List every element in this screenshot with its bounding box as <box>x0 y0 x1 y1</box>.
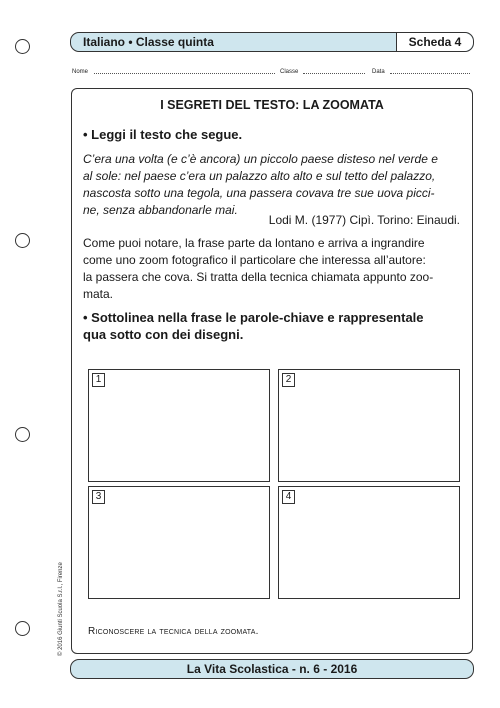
sheet-number: Scheda 4 <box>396 33 473 51</box>
explanation-line: come uno zoom fotografico il particolare che interessa all’autore: <box>83 253 426 267</box>
subject-label: Italiano • Classe quinta <box>83 35 214 49</box>
box-number: 1 <box>92 373 105 387</box>
worksheet-frame <box>71 88 473 654</box>
instruction-line: qua sotto con dei disegni. <box>83 327 244 342</box>
class-field[interactable] <box>303 73 365 74</box>
name-label: Nome <box>72 69 89 75</box>
learning-objective: Riconoscere la tecnica della zoomata. <box>88 626 259 637</box>
instruction-underline <box>83 309 463 343</box>
worksheet-title: I SEGRETI DEL TESTO: LA ZOOMATA <box>160 98 384 112</box>
drawing-box-3[interactable] <box>88 486 270 599</box>
quote-line: ne, senza abbandonarle mai. <box>83 203 238 217</box>
footer-bar: La Vita Scolastica - n. 6 - 2016 <box>70 659 474 679</box>
quote-line: nascosta sotto una tegola, una passera covava tre sue uova picci- <box>83 186 435 200</box>
instruction-read: • Leggi il testo che segue. <box>83 127 243 142</box>
box-number: 4 <box>282 490 295 504</box>
quoted-text <box>83 151 460 219</box>
citation: Lodi M. (1977) Cipì. Torino: Einaudi. <box>268 213 460 227</box>
drawing-box-2[interactable] <box>278 369 460 482</box>
student-info-line <box>72 67 472 77</box>
drawing-box-4[interactable] <box>278 486 460 599</box>
box-number: 2 <box>282 373 295 387</box>
instruction-line: • Sottolinea nella frase le parole-chiave e rappresentale <box>83 310 424 325</box>
name-field[interactable] <box>94 73 275 74</box>
binder-hole <box>15 427 30 442</box>
explanation-line: Come puoi notare, la frase parte da lontano e arriva a ingrandire <box>83 236 425 250</box>
copyright-notice: © 2016 Giunti Scuola S.r.l., Firenze <box>58 562 64 656</box>
quote-line: C’era una volta (e c’è ancora) un piccolo paese disteso nel verde e <box>83 152 438 166</box>
date-label: Data <box>372 69 385 75</box>
explanation-line: mata. <box>83 287 114 301</box>
date-field[interactable] <box>390 73 470 74</box>
class-label: Classe <box>280 69 299 75</box>
explanation-text <box>83 235 460 303</box>
box-number: 3 <box>92 490 105 504</box>
header-bar <box>70 32 474 52</box>
quote-line: al sole: nel paese c’era un palazzo alto alto e sul tetto del palazzo, <box>83 169 436 183</box>
binder-hole <box>15 39 30 54</box>
binder-hole <box>15 621 30 636</box>
drawing-box-1[interactable] <box>88 369 270 482</box>
explanation-line: la passera che cova. Si tratta della tecnica chiamata appunto zoo- <box>83 270 434 284</box>
binder-hole <box>15 233 30 248</box>
